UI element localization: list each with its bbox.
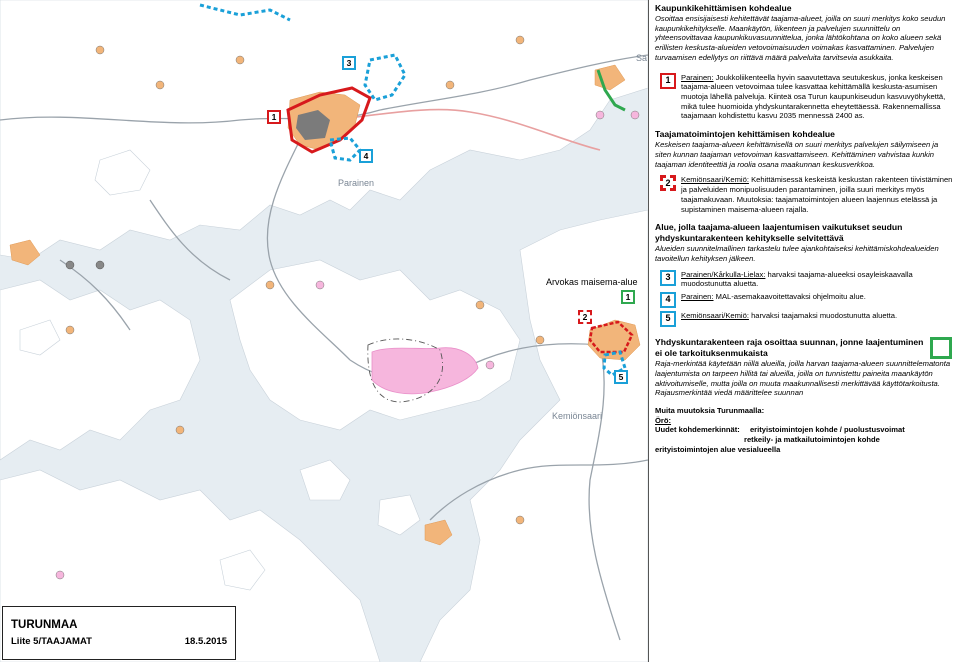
map-marker-3[interactable]: 3	[342, 56, 356, 70]
legend-symbol-green-boundary	[930, 337, 952, 359]
legend-item-name: Parainen/Kårkulla-Lielax:	[681, 269, 766, 279]
legend-symbol-1: 1	[660, 73, 676, 89]
map-marker-4[interactable]: 4	[359, 149, 373, 163]
legend-heading-other-changes: Muita muutoksia Turunmaalla:	[655, 405, 765, 415]
legend-heading-expansion: Alue, jolla taajama-alueen laajentumisen vaikutukset seudun yhdyskuntarakenteen kehitykselle selvitettävä	[655, 222, 903, 244]
place-label-parainen: Parainen	[338, 178, 375, 188]
legend-desc-urban-development: Osoittaa ensisijaisesti kehitettävät taajama-alueet, joilla on suuri merkitys koko seudun kaupunkikehitykselle. Maankäytön, liikenteen ja palvelujen suunnittelu on yhteensovittavaa kaupunkikuvasuunnittelua, jonka lähtökohtana on koko alueen sekä erillisten keskusta-alueiden vetovoimaisuuden voimakas kasvattaminen. Palvelujen turvaamisen edellytys on riittävä määrä palveluita tarvitsevia asukkaita.	[655, 14, 946, 62]
map-marker-1[interactable]: 1	[267, 110, 281, 124]
map-marker-2[interactable]: 2	[578, 310, 592, 324]
service-symbol	[516, 36, 524, 44]
legend-heading-urban-development: Kaupunkikehittämisen kohdealue	[655, 3, 792, 13]
legend-item-name: Kemiönsaari/Kemiö:	[681, 311, 749, 321]
service-symbol	[446, 81, 454, 89]
map-marker-1-kemio[interactable]: 1	[621, 290, 635, 304]
service-symbol	[486, 361, 494, 369]
legend-item-name: Parainen:	[681, 72, 714, 82]
legend-desc-boundary: Raja-merkintää käytetään niillä alueilla, joilla harvan taajama-alueen suunnittelematonta laajentumista on tarpeen hillitä tai alueilla, joilla on tunnistettu paineita maankäytön aktivoitumiselle, mutta joilla on muuta maakunnallisesti merkittävää käyttötarkoitusta. Rajausmerkintää viedä määrittelee suunnan	[655, 359, 951, 398]
service-symbol	[156, 81, 164, 89]
legend-desc-taajama: Keskeisen taajama-alueen kehittämisellä on suuri merkitys palvelujen säilymiseen ja siten kunnan taajaman vetovoiman kasvattamiseen. Kehittäminen vahvistaa kunkin taajaman identiteettiä ja roolia osana maakunnan keskusverkkoa.	[655, 140, 939, 169]
legend-desc-expansion: Alueiden suunnitelmallinen tarkastelu tulee ajankohtaiseksi kehittämiskohdealueiden tavoitellun kehityksen jälkeen.	[655, 244, 939, 263]
valuable-landscape-label: Arvokas maisema-alue	[546, 277, 638, 287]
legend-heading-taajama: Taajamatoimintojen kehittämisen kohdealue	[655, 129, 835, 140]
map-title-date: 18.5.2015	[184, 636, 227, 647]
legend-heading-boundary: Yhdyskuntarakenteen raja osoittaa suunnan, jonne laajentuminen ei ole tarkoituksenmukaista	[655, 337, 924, 359]
service-symbol	[66, 326, 74, 334]
legend-new-marking-1: erityistoimintojen kohde / puolustusvoimat	[749, 425, 905, 435]
legend-symbol-5: 5	[660, 311, 676, 327]
service-symbol	[266, 281, 274, 289]
place-label-sa: Sa	[636, 53, 648, 63]
service-symbol	[96, 46, 104, 54]
service-symbol	[316, 281, 324, 289]
legend-symbol-2: 2	[660, 175, 676, 191]
legend-new-marking-3: erityistoimintojen alue vesialueella	[655, 444, 781, 454]
service-symbol	[96, 261, 104, 269]
legend-item-name: Parainen:	[681, 292, 714, 302]
service-symbol	[631, 111, 639, 119]
map-title-appendix: Liite 5/TAAJAMAT	[11, 636, 92, 647]
legend-symbol-4: 4	[660, 292, 676, 308]
service-symbol	[596, 111, 604, 119]
service-symbol	[536, 336, 544, 344]
map-title-box	[2, 606, 236, 660]
legend-item-text: harvaksi taajama-alueeksi osayleiskaavalla muodostunutta aluetta.	[681, 269, 913, 289]
place-label-kemionsaari: Kemiönsaari	[552, 411, 603, 421]
legend-item-text: Joukkoliikenteella hyvin saavutettava seutukeskus, jonka keskeisen taajama-alueen vetovoimaa tulee kasvattaa kehittämällä keskusta-asumisen muotoja lähellä palveluja. Kiinteä osa Turun kaupunkiseudun kasvuvyöhykettä, mikä tulee huomioida yhdyskuntarakennetta eheytettäessä. Rakennemallissa taajamaan kohdistettu kasvu 2035 mennessä 2400 as.	[681, 72, 946, 121]
legend-new-marking-2: retkeily- ja matkailutoimintojen kohde	[744, 435, 880, 445]
legend-new-markings-label: Uudet kohdemerkinnät:	[655, 425, 740, 435]
legend-item-text: harvaksi taajamaksi muodostunutta aluetta.	[748, 311, 898, 321]
map-title-org: TURUNMAA	[11, 619, 78, 631]
map-marker-5[interactable]: 5	[614, 370, 628, 384]
legend-item-text: MAL-asemakaavoitettavaksi ohjelmoitu alue.	[713, 292, 866, 302]
service-symbol	[56, 571, 64, 579]
legend-symbol-3: 3	[660, 270, 676, 286]
service-symbol	[476, 301, 484, 309]
service-symbol	[176, 426, 184, 434]
legend-panel	[648, 0, 960, 662]
service-symbol	[516, 516, 524, 524]
legend-item-text: Kehittämisessä keskeistä keskustan rakenteen tiivistäminen ja palveluiden monipuolisuuden parantaminen, joilla suuri merkitys myös taajamakuvaan. Muutoksia: taajamatoimintojen alueen laajennus etelässä ja supistaminen maisema-alueen rajalla.	[681, 175, 953, 214]
service-symbol	[66, 261, 74, 269]
legend-item-name: Kemiönsaari/Kemiö:	[681, 175, 749, 185]
legend-sub-oro: Örö:	[655, 415, 672, 425]
service-symbol	[236, 56, 244, 64]
